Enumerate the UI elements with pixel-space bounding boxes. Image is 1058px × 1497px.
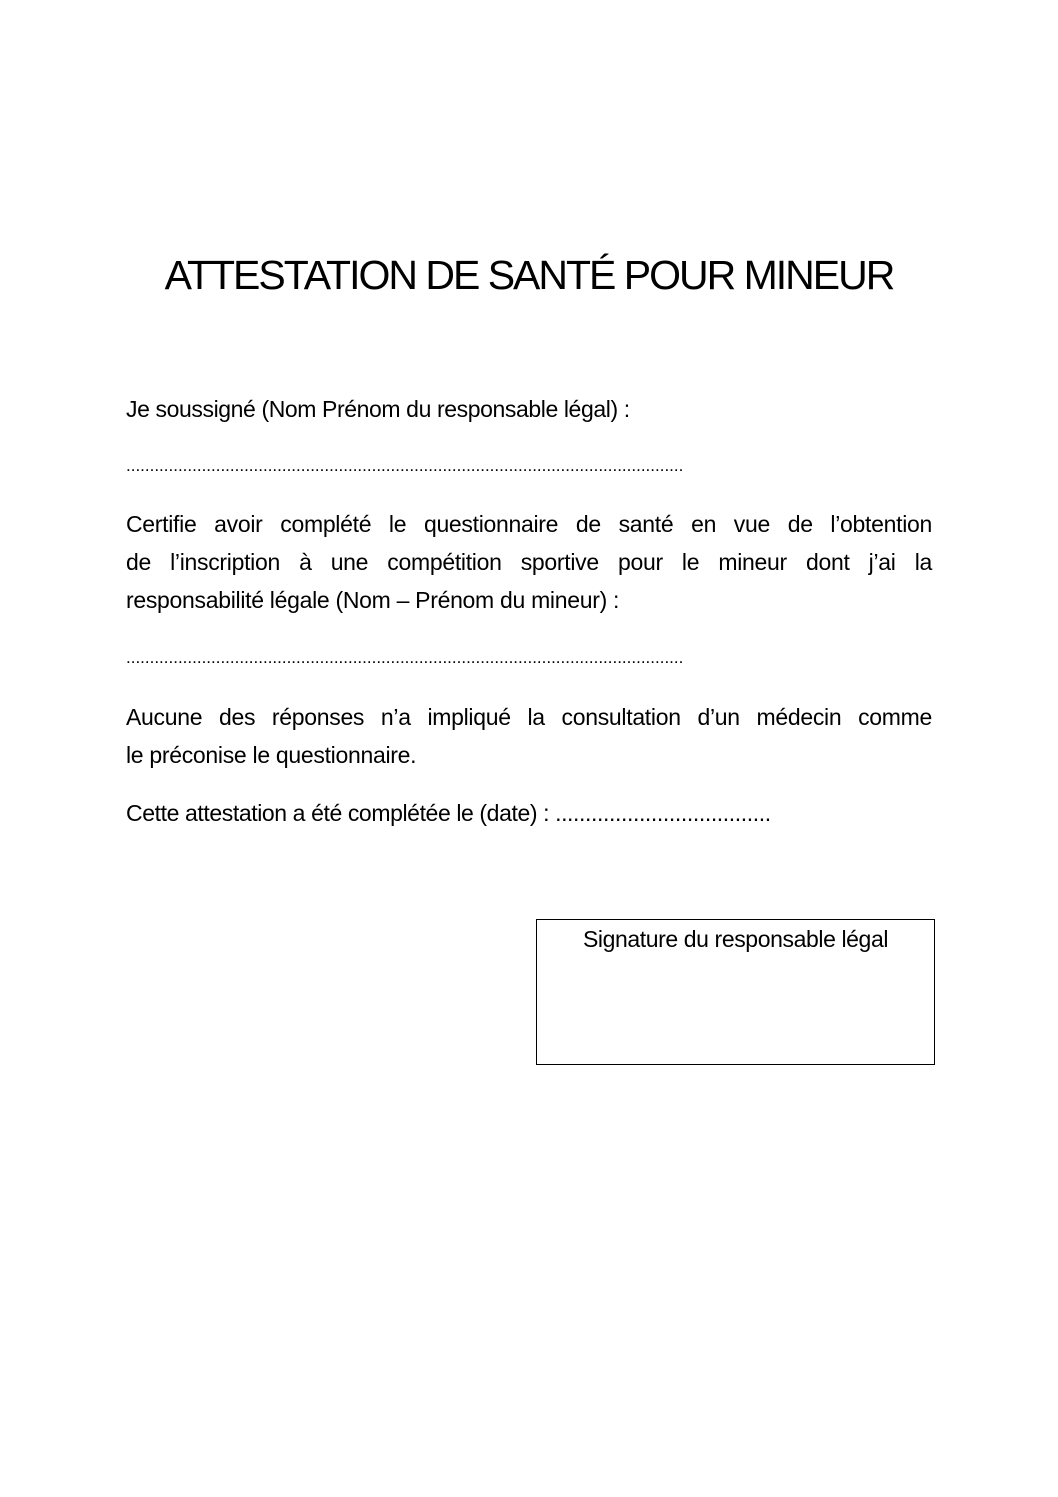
- guardian-name-field: ......................................................................................................................: [126, 456, 684, 475]
- certification-line: Certifie avoir complété le questionnaire de santé en vue de l’obtention: [126, 511, 932, 537]
- response-line: le préconise le questionnaire.: [126, 742, 417, 768]
- certification-line: responsabilité légale (Nom – Prénom du mineur) :: [126, 587, 620, 613]
- guardian-name-label: Je soussigné (Nom Prénom du responsable légal) :: [126, 396, 630, 422]
- response-line: Aucune des réponses n’a impliqué la consultation d’un médecin comme: [126, 704, 932, 730]
- response-paragraph: [126, 698, 932, 774]
- completion-date-line: Cette attestation a été complétée le (date) : ....................................: [126, 800, 771, 826]
- certification-paragraph: [126, 505, 932, 619]
- minor-name-field: ......................................................................................................................: [126, 648, 684, 667]
- certification-line: de l’inscription à une compétition sportive pour le mineur dont j’ai la: [126, 549, 932, 575]
- document-title: ATTESTATION DE SANTÉ POUR MINEUR: [164, 252, 894, 298]
- signature-box: [536, 919, 935, 1065]
- signature-label: Signature du responsable légal: [582, 926, 889, 952]
